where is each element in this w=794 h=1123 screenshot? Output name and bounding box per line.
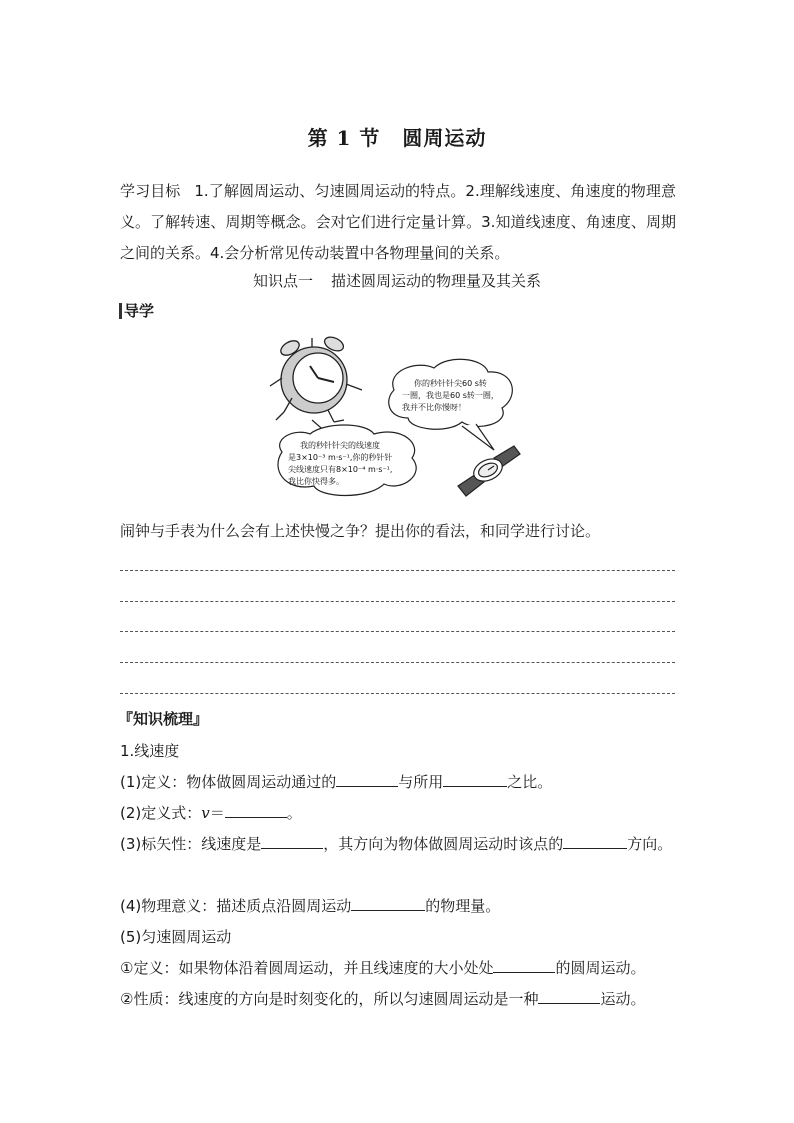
knowledge-point-number: 知识点一 <box>252 272 313 290</box>
vector-text-b: ，其方向为物体做圆周运动时该点的 <box>323 835 564 853</box>
definition-line <box>120 770 676 794</box>
learning-goals-label: 学习目标 <box>120 182 181 200</box>
linear-velocity-heading: 1.线速度 <box>120 742 180 760</box>
vector-text-c: 方向。 <box>627 835 673 853</box>
section-name: 圆周运动 <box>402 126 487 150</box>
clock-watch-illustration <box>262 334 532 510</box>
watch-bubble-line-2: 一圈，我也是60 s转一圈， <box>402 391 499 400</box>
physical-meaning-line <box>120 894 676 918</box>
uniform-prop-text-a: ②性质：线速度的方向是时刻变化的，所以匀速圆周运动是一种 <box>120 990 539 1008</box>
section-number: 第 1 节 <box>307 126 381 150</box>
clock-speech-bubble <box>278 420 416 496</box>
watch-speech-bubble <box>389 359 513 450</box>
clock-bubble-line-4: 我比你快得多。 <box>288 477 344 486</box>
vector-property-line <box>120 829 676 860</box>
knowledge-point-heading <box>0 270 794 291</box>
answer-line[interactable] <box>120 601 675 602</box>
equals-sign: ＝ <box>209 804 225 822</box>
formula-line <box>120 801 676 825</box>
answer-line[interactable] <box>120 693 675 694</box>
uniform-property-line <box>120 987 676 1011</box>
fill-blank[interactable] <box>493 958 555 973</box>
formula-text: (2)定义式： <box>120 804 202 822</box>
knowledge-point-title: 描述圆周运动的物理量及其关系 <box>331 272 542 290</box>
fill-blank[interactable] <box>563 834 627 849</box>
definition-text-c: 之比。 <box>507 773 553 791</box>
meaning-text-a: (4)物理意义：描述质点沿圆周运动 <box>120 897 352 915</box>
fill-blank[interactable] <box>225 803 287 818</box>
clock-bubble-line-1: 我的秒针针尖的线速度 <box>300 441 380 450</box>
fill-blank[interactable] <box>443 772 507 787</box>
uniform-def-text-a: ①定义：如果物体沿着圆周运动，并且线速度的大小处处 <box>120 959 494 977</box>
learning-goals <box>120 176 676 269</box>
meaning-text-b: 的物理量。 <box>425 897 501 915</box>
discussion-question: 闹钟与手表为什么会有上述快慢之争？提出你的看法，和同学进行讨论。 <box>120 522 601 540</box>
learning-goals-text: 1.了解圆周运动、匀速圆周运动的特点。2.理解线速度、角速度的物理意义。了解转速、周期等概念。会对它们进行定量计算。3.知道线速度、角速度、周期之间的关系。4.会分析常见传动装置中各物理量间的关系。 <box>120 182 676 262</box>
vector-text-a: (3)标矢性：线速度是 <box>120 835 262 853</box>
guide-tag: 导学 <box>119 303 154 319</box>
clock-bubble-line-2: 是3×10⁻³ m·s⁻¹,你的秒针针 <box>288 453 393 462</box>
answer-line[interactable] <box>120 570 675 571</box>
uniform-def-text-b: 的圆周运动。 <box>555 959 646 977</box>
fill-blank[interactable] <box>351 896 425 911</box>
watch-bubble-line-3: 我并不比你慢呀！ <box>402 403 466 412</box>
formula-end: 。 <box>286 804 302 822</box>
answer-line[interactable] <box>120 631 675 632</box>
answer-line[interactable] <box>120 662 675 663</box>
wristwatch-drawing <box>458 446 520 496</box>
definition-text-b: 与所用 <box>398 773 444 791</box>
watch-bubble-line-1: 你的秒针针尖60 s转 <box>414 379 487 388</box>
fill-blank[interactable] <box>538 989 600 1004</box>
uniform-prop-text-b: 运动。 <box>600 990 646 1008</box>
uniform-definition-line <box>120 956 676 980</box>
fill-blank[interactable] <box>261 834 323 849</box>
uniform-circular-heading: (5)匀速圆周运动 <box>120 928 232 946</box>
clock-bubble-line-3: 尖线速度只有8×10⁻⁴ m·s⁻¹, <box>288 465 393 474</box>
definition-text-a: (1)定义：物体做圆周运动通过的 <box>120 773 337 791</box>
page-title <box>0 122 794 151</box>
knowledge-summary-tag: 『知识梳理』 <box>118 710 209 728</box>
alarm-clock-drawing <box>270 334 362 422</box>
velocity-symbol: v <box>201 804 210 822</box>
fill-blank[interactable] <box>336 772 398 787</box>
